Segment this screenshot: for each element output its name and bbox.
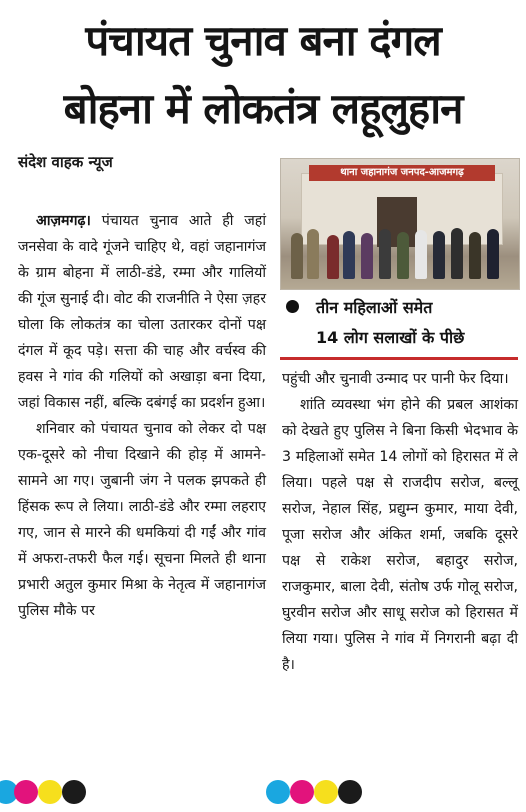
person-figure bbox=[291, 233, 303, 279]
caption-divider bbox=[280, 357, 518, 360]
registration-dot-magenta bbox=[14, 780, 38, 804]
person-figure bbox=[343, 231, 355, 279]
person-figure bbox=[487, 229, 499, 279]
article-column-right bbox=[282, 366, 518, 678]
news-photo bbox=[280, 158, 520, 290]
registration-dot-yellow bbox=[38, 780, 62, 804]
person-figure bbox=[307, 229, 319, 279]
caption-line-1: तीन महिलाओं समेत bbox=[316, 298, 433, 317]
registration-dot-yellow bbox=[314, 780, 338, 804]
article-paragraph-1 bbox=[18, 208, 266, 416]
registration-dot-magenta bbox=[290, 780, 314, 804]
caption-line-2: 14 लोग सलाखों के पीछे bbox=[316, 328, 465, 347]
person-figure bbox=[451, 228, 463, 279]
article-paragraph-2-continued bbox=[282, 366, 518, 392]
paragraph-2-cont-text: पहुंची और चुनावी उन्माद पर पानी फेर दिया। bbox=[282, 371, 509, 387]
headline-line-1: पंचायत चुनाव बना दंगल bbox=[85, 16, 441, 65]
bullet-icon bbox=[286, 300, 299, 313]
headline-line-2: बोहना में लोकतंत्र लहूलुहान bbox=[63, 84, 463, 133]
person-figure bbox=[433, 231, 445, 279]
dateline: आज़मगढ़। bbox=[36, 213, 91, 229]
person-figure bbox=[469, 232, 481, 279]
person-figure bbox=[415, 230, 427, 279]
byline: संदेश वाहक न्यूज bbox=[18, 153, 113, 171]
registration-dot-black bbox=[338, 780, 362, 804]
person-figure bbox=[327, 235, 339, 279]
person-figure bbox=[397, 232, 409, 279]
person-figure bbox=[379, 229, 391, 279]
paragraph-1-text: पंचायत चुनाव आते ही जहां जनसेवा के वादे गूंजने चाहिए थे, वहां जहानागंज के ग्राम बोहना में लाठी-डंडे, रम्मा और गालियों की गूंज सुनाई दी। वोट की राजनीति ने ऐसा ज़हर घोला कि लोकतंत्र का चोला उतारकर दोनों पक्ष दंगल में कूद पड़े। सत्ता की चाह और वर्चस्व की हवस ने गांव की गलियों को अखाड़ा बना दिया, जहां विकास नहीं, बल्कि दबंगई का प्रदर्शन हुआ। bbox=[18, 213, 267, 411]
article-paragraph-3 bbox=[282, 392, 518, 678]
police-station-sign: थाना जहानागंज जनपद-आजमगढ़ bbox=[309, 165, 495, 181]
article-column-left bbox=[18, 208, 266, 624]
person-figure bbox=[361, 233, 373, 279]
registration-dot-black bbox=[62, 780, 86, 804]
registration-dot-cyan bbox=[266, 780, 290, 804]
article-paragraph-2 bbox=[18, 416, 266, 624]
paragraph-2-text: शनिवार को पंचायत चुनाव को लेकर दो पक्ष एक-दूसरे को नीचा दिखाने की होड़ में आमने-सामने आ गए। जुबानी जंग ने पलक झपकते ही हिंसक रूप ले लिया। लाठी-डंडे और रम्मा लहराए गए, जान से मारने की धमकियां दी गईं और गांव में अफरा-तफरी फैल गई। सूचना मिलते ही थाना प्रभारी अतुल कुमार मिश्रा के नेतृत्व में जहानागंज पुलिस मौके पर bbox=[18, 421, 266, 619]
paragraph-3-text: शांति व्यवस्था भंग होने की प्रबल आशंका को देखते हुए पुलिस ने बिना किसी भेदभाव के 3 महिलाओं समेत 14 लोगों को हिरासत में ले लिया। पहले पक्ष से राजदीप सरोज, बल्लू सरोज, नेहाल सिंह, प्रद्युम्न कुमार, माया देवी, पूजा सरोज और अंकित शर्मा, जबकि दूसरे पक्ष से राकेश सरोज, बहादुर सरोज, राजकुमार, बाला देवी, संतोष उर्फ गोलू सरोज, घुरवीन सरोज और साधू सरोज को हिरासत में लिया गया। पुलिस ने गांव में निगरानी बढ़ा दी है। bbox=[282, 397, 518, 673]
